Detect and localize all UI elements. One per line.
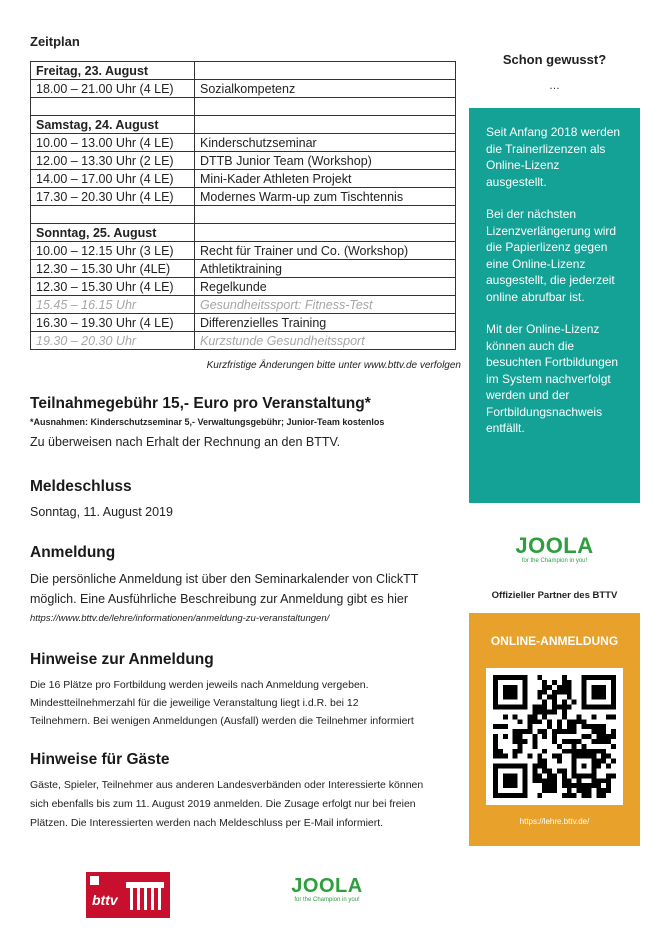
schedule-time: 10.00 – 13.00 Uhr (4 LE) [31, 134, 195, 152]
joola-footer-logo [282, 875, 372, 903]
fee-title: Teilnahmegebühr 15,- Euro pro Veranstaltung* [30, 395, 371, 412]
registration-notes-line-2: Mindestteilnehmerzahl für die jeweilige Veranstaltung liegt i.d.R. bei 12 [30, 697, 359, 709]
schedule-row [31, 296, 456, 314]
schedule-row [31, 80, 456, 98]
registration-link[interactable]: https://www.bttv.de/lehre/informationen/anmeldung-zu-veranstaltungen/ [30, 613, 330, 624]
schedule-time: 15.45 – 16.15 Uhr [31, 296, 195, 314]
schedule-time: 12.30 – 15.30 Uhr (4LE) [31, 260, 195, 278]
guest-notes-line-2: sich ebenfalls bis zum 11. August 2019 anmelden. Die Zusage erfolgt nur bei freien [30, 798, 416, 810]
guest-notes-line-3: Plätzen. Die Interessierten werden nach Meldeschluss per E-Mail informiert. [30, 817, 384, 829]
joola-footer-wordmark: JOOLA [291, 875, 363, 897]
online-license-info-box [469, 108, 640, 503]
schedule-row [31, 332, 456, 350]
online-registration-title: ONLINE-ANMELDUNG [490, 634, 619, 648]
schedule-time: 16.30 – 19.30 Uhr (4 LE) [31, 314, 195, 332]
schedule-empty-cell [195, 206, 456, 224]
schedule-empty-cell [195, 62, 456, 80]
schedule-day-header [31, 116, 456, 134]
deadline-date: Sonntag, 11. August 2019 [30, 505, 173, 519]
registration-notes-title: Hinweise zur Anmeldung [30, 651, 214, 668]
registration-notes-line-1: Die 16 Plätze pro Fortbildung werden jeweils nach Anmeldung vergeben. [30, 679, 369, 691]
schedule-time: 18.00 – 21.00 Uhr (4 LE) [31, 80, 195, 98]
schedule-topic: Modernes Warm-up zum Tischtennis [195, 188, 456, 206]
schedule-topic: Gesundheitssport: Fitness-Test [195, 296, 456, 314]
schedule-empty-cell [195, 224, 456, 242]
schedule-empty-cell [31, 206, 195, 224]
schedule-row [31, 152, 456, 170]
fee-text: Zu überweisen nach Erhalt der Rechnung an den BTTV. [30, 435, 341, 449]
schedule-row [31, 170, 456, 188]
registration-notes-line-3: Teilnehmern. Bei wenigen Anmeldungen (Ausfall) werden die Teilnehmer informiert [30, 715, 414, 727]
schedule-row [31, 242, 456, 260]
schedule-note: Kurzfristige Änderungen bitte unter www.bttv.de verfolgen [206, 360, 461, 371]
joola-tagline: for the Champion in you! [521, 558, 588, 564]
guest-notes-line-1: Gäste, Spieler, Teilnehmer aus anderen Landesverbänden oder Interessierte können [30, 779, 424, 791]
joola-footer-tagline: for the Champion in you! [294, 897, 360, 903]
schedule-row [31, 314, 456, 332]
schedule-topic: Recht für Trainer und Co. (Workshop) [195, 242, 456, 260]
joola-partner-logo [469, 534, 640, 564]
schedule-topic: Mini-Kader Athleten Projekt [195, 170, 456, 188]
schedule-day-header [31, 224, 456, 242]
schedule-empty-cell [31, 98, 195, 116]
schedule-spacer-row [31, 98, 456, 116]
schedule-row [31, 134, 456, 152]
info-paragraph-2: Bei der nächsten Lizenzverlängerung wird die Papierlizenz gegen eine Online-Lizenz ausgestellt, die jederzeit online abrufbar ist. [486, 207, 617, 304]
schedule-time: 17.30 – 20.30 Uhr (4 LE) [31, 188, 195, 206]
schedule-topic: DTTB Junior Team (Workshop) [195, 152, 456, 170]
schedule-day-header [31, 62, 456, 80]
partner-caption: Offizieller Partner des BTTV [491, 590, 618, 601]
schedule-spacer-row [31, 206, 456, 224]
schedule-topic: Differenzielles Training [195, 314, 456, 332]
did-you-know-heading: Schon gewusst? [502, 52, 607, 67]
online-registration-box[interactable] [469, 613, 640, 846]
schedule-topic: Athletiktraining [195, 260, 456, 278]
schedule-table [30, 61, 456, 350]
schedule-day-label: Freitag, 23. August [31, 62, 195, 80]
schedule-row [31, 260, 456, 278]
deadline-title: Meldeschluss [30, 478, 132, 495]
did-you-know-ellipsis: … [549, 80, 560, 92]
bttv-logo-text: bttv [92, 892, 118, 908]
schedule-row [31, 278, 456, 296]
schedule-empty-cell [195, 98, 456, 116]
schedule-time: 10.00 – 12.15 Uhr (3 LE) [31, 242, 195, 260]
info-paragraph-1: Seit Anfang 2018 werden die Trainerlizenzen als Online-Lizenz ausgestellt. [486, 125, 621, 189]
schedule-topic: Kinderschutzseminar [195, 134, 456, 152]
schedule-title: Zeitplan [30, 34, 80, 49]
schedule-day-label: Sonntag, 25. August [31, 224, 195, 242]
info-paragraph-3: Mit der Online-Lizenz können auch die besuchten Fortbildungen im System nachverfolgt werden und der Fortbildungsnachweis entfällt. [486, 322, 619, 435]
registration-title: Anmeldung [30, 544, 116, 561]
qr-code-icon[interactable] [486, 668, 623, 805]
fee-footnote: *Ausnahmen: Kinderschutzseminar 5,- Verwaltungsgebühr; Junior-Team kostenlos [30, 417, 385, 427]
registration-line-1: Die persönliche Anmeldung ist über den Seminarkalender von ClickTT [30, 572, 419, 586]
bttv-logo [86, 872, 170, 918]
schedule-day-label: Samstag, 24. August [31, 116, 195, 134]
registration-line-2: möglich. Eine Ausführliche Beschreibung zur Anmeldung gibt es hier [30, 592, 408, 606]
schedule-time: 12.30 – 15.30 Uhr (4 LE) [31, 278, 195, 296]
joola-wordmark: JOOLA [515, 533, 594, 558]
schedule-time: 12.00 – 13.30 Uhr (2 LE) [31, 152, 195, 170]
schedule-time: 14.00 – 17.00 Uhr (4 LE) [31, 170, 195, 188]
online-registration-url[interactable]: https://lehre.bttv.de/ [519, 817, 590, 826]
schedule-empty-cell [195, 116, 456, 134]
schedule-topic: Regelkunde [195, 278, 456, 296]
schedule-topic: Kurzstunde Gesundheitssport [195, 332, 456, 350]
schedule-time: 19.30 – 20.30 Uhr [31, 332, 195, 350]
guest-notes-title: Hinweise für Gäste [30, 751, 170, 768]
schedule-topic: Sozialkompetenz [195, 80, 456, 98]
schedule-row [31, 188, 456, 206]
